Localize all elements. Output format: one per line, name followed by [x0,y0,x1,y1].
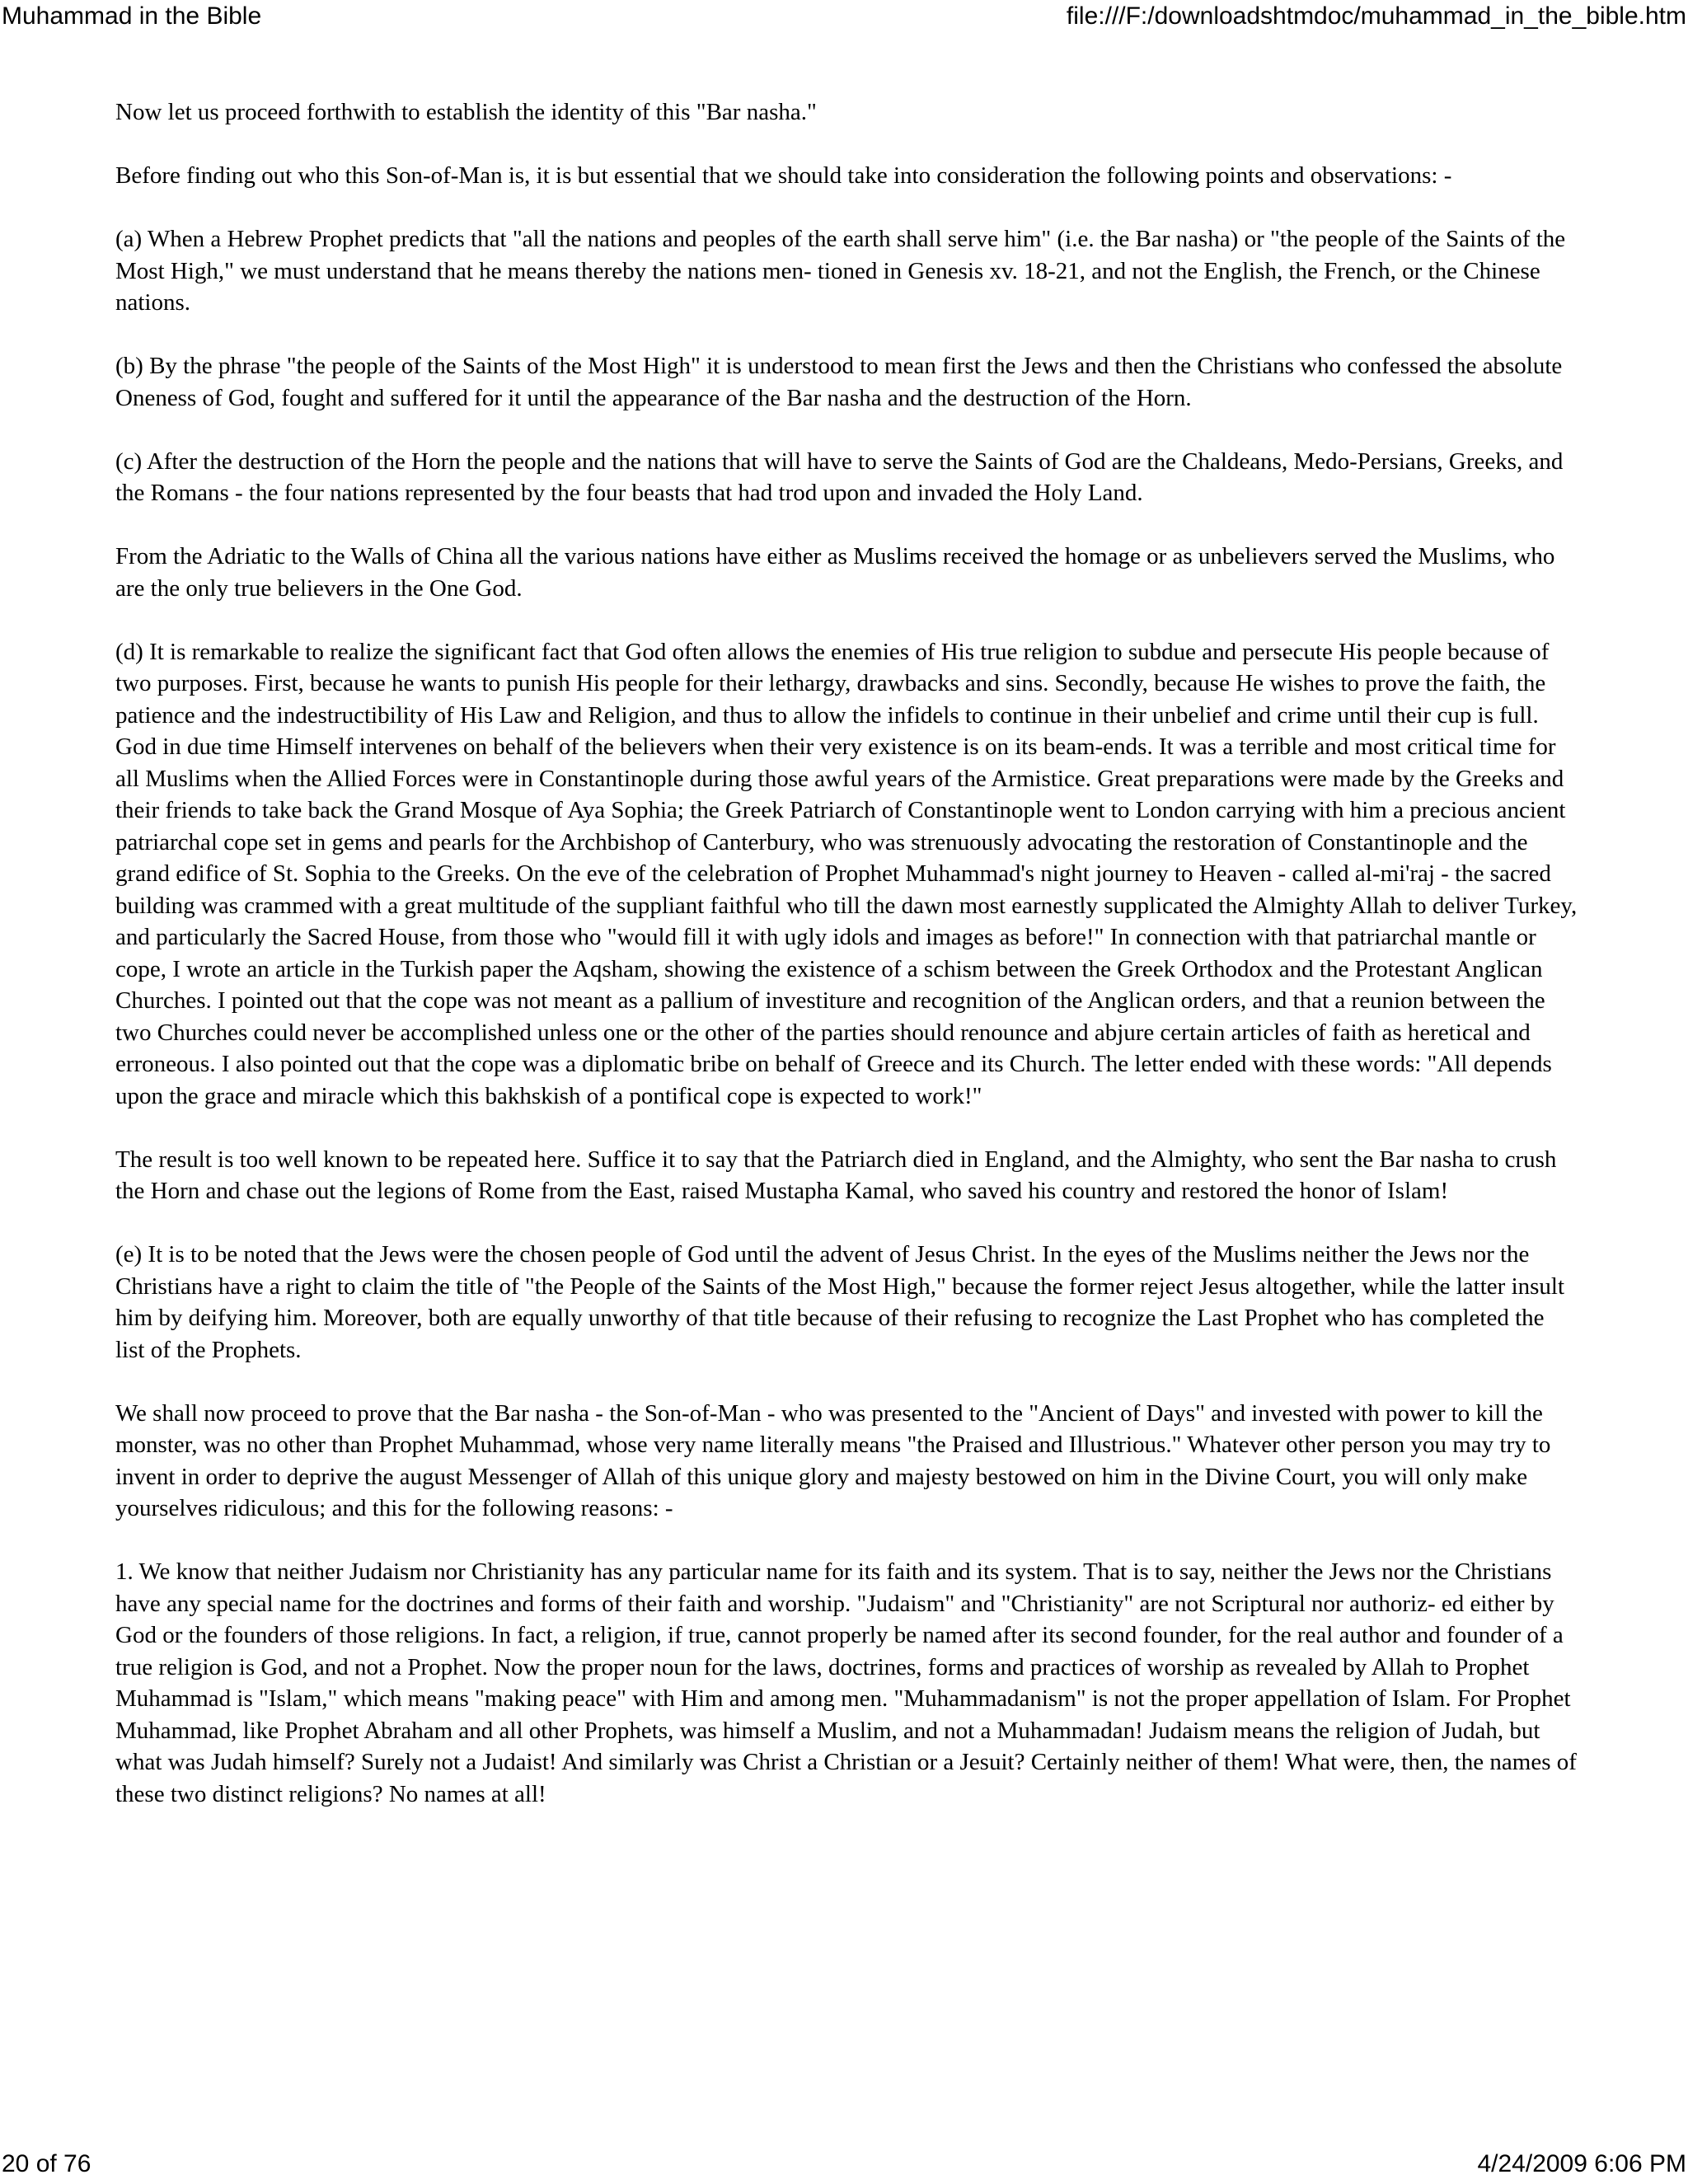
paragraph-point-a: (a) When a Hebrew Prophet predicts that "all the nations and peoples of the earth shall serve him" (i.e. the Bar nasha) or "the people of the Saints of the Most High," we must understand that he means thereby the nations men- tioned in Genesis xv. 18-21, and not the English, the French, or the Chinese nations. [115,226,1566,316]
paragraph-point-c: (c) After the destruction of the Horn the people and the nations that will have to serve the Saints of God are the Chaldeans, Medo-Persians, Greeks, and the Romans - the four nations represented by the four beasts that had trod upon and invaded the Holy Land. [115,448,1564,506]
document-body [115,96,1578,1842]
paragraph-result: The result is too well known to be repeated here. Suffice it to say that the Patriarch died in England, and the Almighty, who sent the Bar nasha to crush the Horn and chase out the legions of Rome from the East, raised Mustapha Kamal, who saved his country and restored the honor of Islam! [115,1146,1557,1204]
paragraph-observations: Before finding out who this Son-of-Man is, it is but essential that we should take into consideration the following points and observations: - [115,162,1452,189]
paragraph-intro: Now let us proceed forthwith to establish the identity of this "Bar nasha." [115,99,817,125]
paragraph-point-d: (d) It is remarkable to realize the significant fact that God often allows the enemies of His true religion to subdue and persecute His people because of two purposes. First, because he wants to punish His people for their lethargy, drawbacks and sins. Secondly, because He wishes to prove the faith, the patience and the indestructibility of His Law and Religion, and thus to allow the infidels to continue in their unbelief and crime until their cup is full. God in due time Himself intervenes on behalf of the believers when their very existence is on its beam-ends. It was a terrible and most critical time for all Muslims when the Allied Forces were in Constantinople during those awful years of the Armistice. Great preparations were made by the Greeks and their friends to take back the Grand Mosque of Aya Sophia; the Greek Patriarch of Constantinople went to London carrying with him a precious ancient patriarchal cope set in gems and pearls for the Archbishop of Canterbury, who was strenuously advocating the restoration of Constantinople and the grand edifice of St. Sophia to the Greeks. On the eve of the celebration of Prophet Muhammad's night journey to Heaven - called al-mi'raj - the sacred building was crammed with a great multitude of the suppliant faithful who till the dawn most earnestly supplicated the Almighty Allah to deliver Turkey, and particularly the Sacred House, from those who "would fill it with ugly idols and images as before!" In connection with that patriarchal mantle or cope, I wrote an article in the Turkish paper the Aqsham, showing the existence of a schism between the Greek Orthodox and the Protestant Anglican Churches. I pointed out that the cope was not meant as a pallium of investiture and recognition of the Anglican orders, and that a reunion between the two Churches could never be accomplished unless one or the other of the parties should renounce and abjure certain articles of faith as heretical and erroneous. I also pointed out that the cope was a diplomatic bribe on behalf of Greece and its Church. The letter ended with these words: "All depends upon the grace and miracle which this bakhskish of a pontifical cope is expected to work!" [115,638,1578,1109]
page-number: 20 of 76 [2,2150,91,2177]
paragraph-point-b: (b) By the phrase "the people of the Saints of the Most High" it is understood to mean first the Jews and then the Christians who confessed the absolute Oneness of God, fought and suffered for it until the appearance of the Bar nasha and the destruction of the Horn. [115,353,1563,411]
print-datetime: 4/24/2009 6:06 PM [1477,2150,1686,2177]
paragraph-reason-1: 1. We know that neither Judaism nor Christianity has any particular name for its faith and its system. That is to say, neither the Jews nor the Christians have any special name for the doctrines and forms of their faith and worship. "Judaism" and "Christianity" are not Scriptural nor authoriz- ed either by God or the founders of those religions. In fact, a religion, if true, cannot properly be named after its second founder, for the real author and founder of a true religion is God, and not a Prophet. Now the proper noun for the laws, doctrines, forms and practices of worship as revealed by Allah to Prophet Muhammad is "Islam," which means "making peace" with Him and among men. "Muhammadanism" is not the proper appellation of Islam. For Prophet Muhammad, like Prophet Abraham and all other Prophets, was himself a Muslim, and not a Muhammadan! Judaism means the religion of Judah, but what was Judah himself? Surely not a Judaist! And similarly was Christ a Christian or a Jesuit? Certainly neither of them! What were, then, the names of these two distinct religions? No names at all! [115,1558,1577,1807]
document-url: file:///F:/downloadshtmdoc/muhammad_in_the_bible.htm [1066,2,1686,30]
document-title: Muhammad in the Bible [2,2,262,30]
paragraph-point-e: (e) It is to be noted that the Jews were the chosen people of God until the advent of Jesus Christ. In the eyes of the Muslims neither the Jews nor the Christians have a right to claim the title of "the People of the Saints of the Most High," because the former reject Jesus altogether, while the latter insult him by deifying him. Moreover, both are equally unworthy of that title because of their refusing to recognize the Last Prophet who has completed the list of the Prophets. [115,1241,1565,1363]
paragraph-adriatic: From the Adriatic to the Walls of China all the various nations have either as Muslims received the homage or as unbelievers served the Muslims, who are the only true believers in the One God. [115,543,1555,602]
paragraph-proof: We shall now proceed to prove that the Bar nasha - the Son-of-Man - who was presented to the "Ancient of Days" and invested with power to kill the monster, was no other than Prophet Muhammad, whose very name literally means "the Praised and Illustrious." Whatever other person you may try to invent in order to deprive the august Messenger of Allah of this unique glory and majesty bestowed on him in the Divine Court, you will only make yourselves ridiculous; and this for the following reasons: - [115,1399,1551,1521]
